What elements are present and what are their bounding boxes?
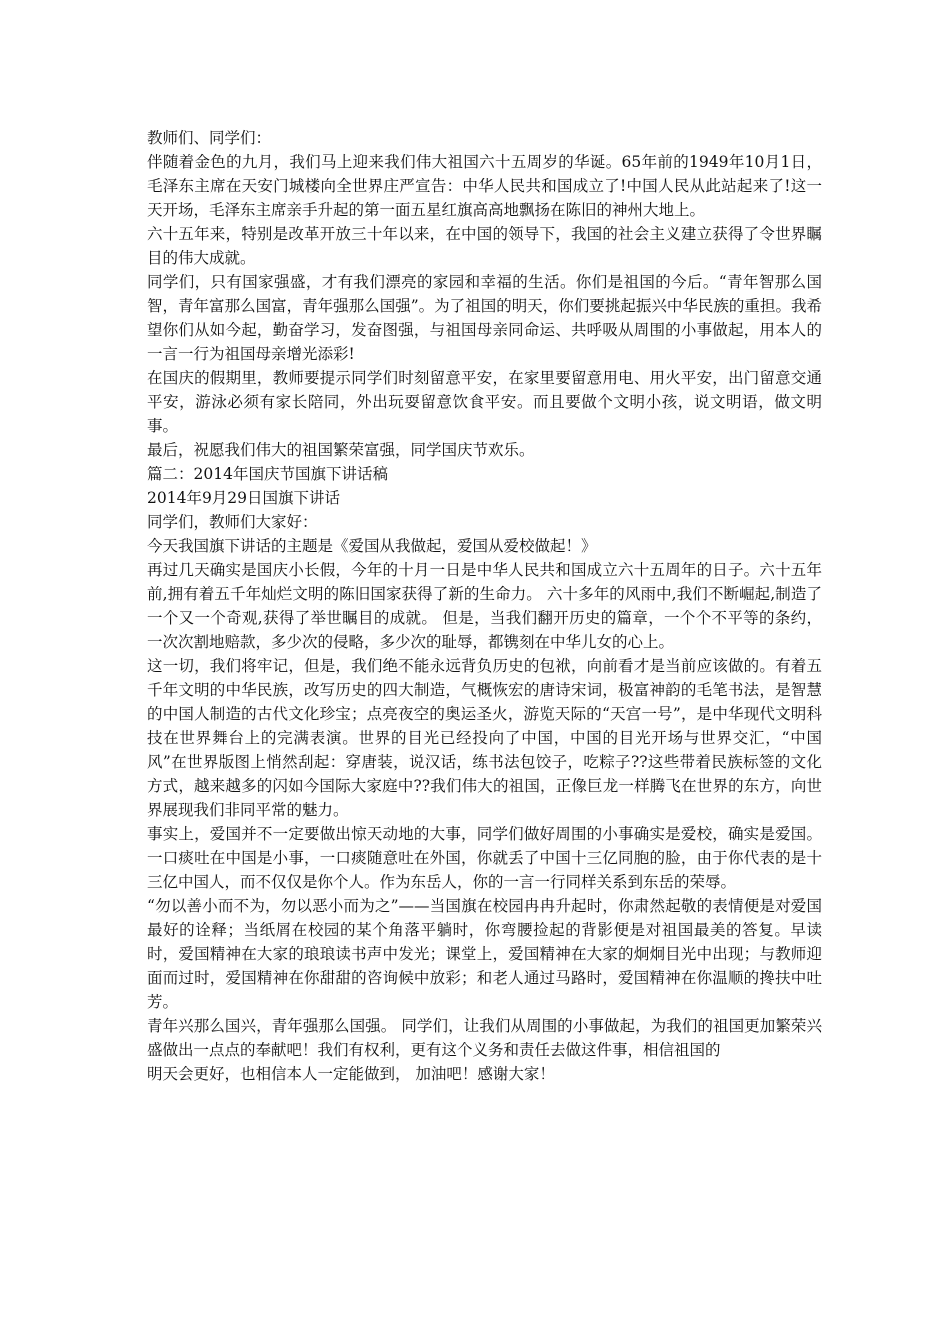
greeting-paragraph: 同学们，教师们大家好： bbox=[147, 513, 318, 531]
greeting-paragraph: 教师们、同学们： bbox=[147, 129, 272, 147]
body-paragraph: 这一切，我们将牢记，但是，我们绝不能永远背负历史的包袱，向前看才是当前应该做的。有着五千年文明的中华民族，改写历史的四大制造，气概恢宏的唐诗宋词，极富神韵的毛笔书法，是智慧的中国人制造的古代文化珍宝；点亮夜空的奥运圣火，游览天际的“天宫一号”，是中华现代文明科技在世界舞台上的完满表演。世界的目光已经投向了中国，中国的目光开场与世界交汇，“中国风”在世界版图上悄然刮起：穿唐装，说汉话，练书法包饺子，吃粽子??这些带着民族标签的文化方式，越来越多的闪如今国际大家庭中??我们伟大的祖国，正像巨龙一样腾飞在世界的东方，向世界展现我们非同平常的魅力。 bbox=[147, 657, 822, 819]
body-paragraph: “勿以善小而不为，勿以恶小而为之”——当国旗在校园冉冉升起时，你肃然起敬的表情便是对爱国最好的诠释；当纸屑在校园的某个角落平躺时，你弯腰捡起的背影便是对祖国最美的答复。早读时，爱国精神在大家的琅琅读书声中发光；课堂上，爱国精神在大家的炯炯目光中出现；与教师迎面而过时，爱国精神在你甜甜的咨询候中放彩；和老人通过马路时，爱国精神在你温顺的搀扶中吐芳。 bbox=[147, 897, 822, 1011]
body-paragraph: 伴随着金色的九月，我们马上迎来我们伟大祖国六十五周岁的华诞。65年前的1949年10月1日，毛泽东主席在天安门城楼向全世界庄严宣告：中华人民共和国成立了!中国人民从此站起来了!这一天开场，毛泽东主席亲手升起的第一面五星红旗高高地飘扬在陈旧的神州大地上。 bbox=[147, 153, 822, 219]
document-body bbox=[147, 126, 822, 1086]
body-paragraph: 在国庆的假期里，教师要提示同学们时刻留意平安，在家里要留意用电、用火平安，出门留意交通平安，游泳必须有家长陪同，外出玩耍留意饮食平安。而且要做个文明小孩，说文明语，做文明事。 bbox=[147, 369, 822, 435]
speech-date: 2014年9月29日国旗下讲话 bbox=[147, 489, 341, 507]
closing-paragraph: 明天会更好，也相信本人一定能做到， 加油吧！感谢大家！ bbox=[147, 1065, 555, 1083]
body-paragraph: 事实上，爱国并不一定要做出惊天动地的大事，同学们做好周围的小事确实是爱校，确实是爱国。一口痰吐在中国是小事，一口痰随意吐在外国，你就丢了中国十三亿同胞的脸，由于你代表的是十三亿中国人，而不仅仅是你个人。作为东岳人，你的一言一行同样关系到东岳的荣辱。 bbox=[147, 825, 822, 891]
body-paragraph: 最后，祝愿我们伟大的祖国繁荣富强，同学国庆节欢乐。 bbox=[147, 441, 535, 459]
section-heading: 篇二：2014年国庆节国旗下讲话稿 bbox=[147, 465, 388, 483]
body-paragraph: 今天我国旗下讲话的主题是《爱国从我做起，爱国从爱校做起！》 bbox=[147, 537, 597, 555]
body-paragraph: 六十五年来，特别是改革开放三十年以来，在中国的领导下，我国的社会主义建立获得了令世界瞩目的伟大成就。 bbox=[147, 225, 822, 267]
body-paragraph: 同学们，只有国家强盛，才有我们漂亮的家园和幸福的生活。你们是祖国的今后。“青年智那么国智，青年富那么国富，青年强那么国强”。为了祖国的明天，你们要挑起振兴中华民族的重担。我希望你们从如今起，勤奋学习，发奋图强，与祖国母亲同命运、共呼吸从周围的小事做起，用本人的一言一行为祖国母亲增光添彩! bbox=[147, 273, 822, 363]
body-paragraph: 再过几天确实是国庆小长假，今年的十月一日是中华人民共和国成立六十五周年的日子。六十五年前,拥有着五千年灿烂文明的陈旧国家获得了新的生命力。 六十多年的风雨中,我们不断崛起,制造了一个又一个奇观,获得了举世瞩目的成就。 但是，当我们翻开历史的篇章，一个个不平等的条约，一次次割地赔款，多少次的侵略，多少次的耻辱，都镌刻在中华儿女的心上。 bbox=[147, 561, 822, 651]
body-paragraph: 青年兴那么国兴，青年强那么国强。 同学们，让我们从周围的小事做起，为我们的祖国更加繁荣兴盛做出一点点的奉献吧！我们有权利，更有这个义务和责任去做这件事，相信祖国的 bbox=[147, 1017, 822, 1059]
